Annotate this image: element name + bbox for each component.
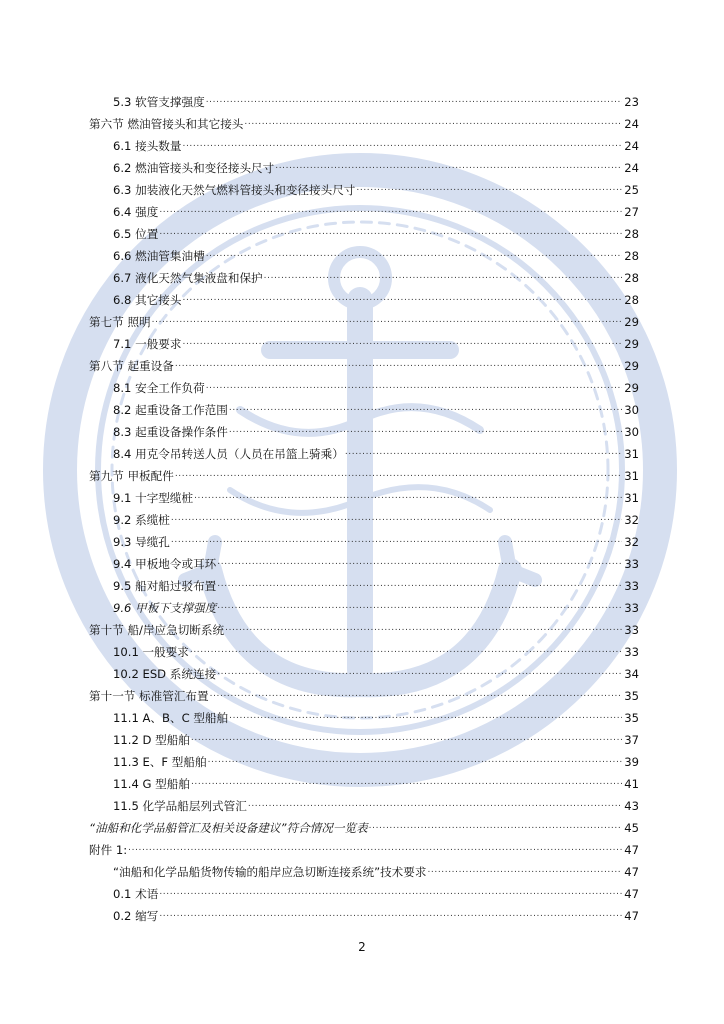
toc-entry-page: 33: [624, 579, 639, 593]
toc-leader-dots: [171, 513, 622, 528]
toc-leader-dots: [210, 689, 622, 704]
toc-leader-dots: [206, 95, 622, 110]
toc-entry-page: 25: [624, 183, 639, 197]
toc-entry-label: 第七节 照明: [89, 315, 151, 329]
toc-entry[interactable]: [89, 462, 639, 484]
toc-entry-label: 6.5 位置: [113, 227, 159, 241]
toc-entry[interactable]: [89, 352, 639, 374]
toc-entry-label: 8.1 安全工作负荷: [113, 381, 205, 395]
toc-leader-dots: [225, 623, 622, 638]
toc-entry-label: 9.5 船对船过驳布置: [113, 579, 217, 593]
toc-entry-label: 6.3 加装液化天然气燃料管接头和变径接头尺寸: [113, 183, 356, 197]
toc-entry[interactable]: [89, 682, 639, 704]
toc-entry-label: 7.1 一般要求: [113, 337, 182, 351]
toc-entry-page: 29: [624, 359, 639, 373]
toc-leader-dots: [206, 249, 622, 264]
toc-leader-dots: [345, 447, 622, 462]
toc-entry-page: 23: [624, 95, 639, 109]
toc-entry-page: 31: [624, 469, 639, 483]
toc-entry[interactable]: [113, 528, 639, 550]
toc-entry-label: 9.4 甲板地令或耳环: [113, 557, 217, 571]
toc-entry[interactable]: [113, 572, 639, 594]
toc-entry-page: 33: [624, 623, 639, 637]
toc-entry[interactable]: [89, 110, 639, 132]
toc-entry-page: 47: [624, 865, 639, 879]
toc-entry[interactable]: [113, 748, 639, 770]
toc-entry-label: 第九节 甲板配件: [89, 469, 174, 483]
toc-entry-page: 29: [624, 381, 639, 395]
toc-entry[interactable]: [113, 176, 639, 198]
toc-entry[interactable]: [113, 330, 639, 352]
toc-leader-dots: [264, 271, 622, 286]
toc-entry-label: 8.2 起重设备工作范围: [113, 403, 228, 417]
toc-entry[interactable]: [89, 308, 639, 330]
toc-entry-page: 43: [624, 799, 639, 813]
toc-entry[interactable]: [113, 154, 639, 176]
toc-entry[interactable]: [113, 880, 639, 902]
toc-entry-label: 11.3 E、F 型船舶: [113, 755, 207, 769]
toc-entry-label: 9.3 导缆孔: [113, 535, 170, 549]
toc-entry-label: 6.7 液化天然气集液盘和保护: [113, 271, 263, 285]
toc-leader-dots: [248, 799, 622, 814]
toc-leader-dots: [275, 161, 622, 176]
toc-leader-dots: [128, 843, 622, 858]
toc-entry-page: 28: [624, 293, 639, 307]
toc-entry-label: 5.3 软管支撑强度: [113, 95, 205, 109]
toc-entry[interactable]: [113, 374, 639, 396]
toc-entry-page: 28: [624, 227, 639, 241]
toc-entry[interactable]: [113, 132, 639, 154]
toc-entry-label: 第十一节 标准管汇布置: [89, 689, 209, 703]
toc-entry[interactable]: [113, 242, 639, 264]
toc-entry[interactable]: [113, 396, 639, 418]
toc-leader-dots: [171, 535, 622, 550]
toc-entry-label: 6.4 强度: [113, 205, 159, 219]
toc-entry-label: 9.2 系缆桩: [113, 513, 170, 527]
toc-entry-page: 32: [624, 535, 639, 549]
toc-entry-page: 28: [624, 271, 639, 285]
toc-leader-dots: [229, 711, 622, 726]
toc-entry[interactable]: [113, 594, 639, 616]
toc-leader-dots: [183, 293, 623, 308]
toc-entry-label: “油船和化学品船货物传输的船岸应急切断连接系统”技术要求: [113, 865, 427, 879]
toc-entry-page: 47: [624, 843, 639, 857]
toc-entry[interactable]: [113, 792, 639, 814]
toc-entry[interactable]: [113, 264, 639, 286]
toc-leader-dots: [159, 887, 622, 902]
toc-leader-dots: [190, 645, 622, 660]
toc-leader-dots: [229, 403, 622, 418]
toc-leader-dots: [217, 667, 622, 682]
toc-entry-page: 34: [624, 667, 639, 681]
toc-entry[interactable]: [113, 88, 639, 110]
toc-entry-label: 附件 1:: [89, 843, 128, 857]
toc-leader-dots: [175, 469, 622, 484]
toc-entry[interactable]: [113, 506, 639, 528]
toc-entry[interactable]: [113, 858, 639, 880]
toc-entry-label: 6.1 接头数量: [113, 139, 182, 153]
toc-entry-label: 11.5 化学品船层列式管汇: [113, 799, 247, 813]
toc-entry-label: 6.8 其它接头: [113, 293, 182, 307]
toc-entry-label: 9.6 甲板下支撑强度: [113, 601, 217, 615]
toc-leader-dots: [159, 909, 622, 924]
toc-entry-label: 9.1 十字型缆桩: [113, 491, 194, 505]
toc-entry-label: 10.1 一般要求: [113, 645, 189, 659]
toc-entry-page: 33: [624, 557, 639, 571]
toc-entry[interactable]: [89, 836, 639, 858]
toc-entry-page: 28: [624, 249, 639, 263]
toc-entry-label: 第十节 船/岸应急切断系统: [89, 623, 225, 637]
toc-entry-page: 32: [624, 513, 639, 527]
toc-entry[interactable]: [113, 660, 639, 682]
toc-leader-dots: [175, 359, 622, 374]
toc-leader-dots: [159, 227, 622, 242]
toc-entry-page: 27: [624, 205, 639, 219]
toc-leader-dots: [356, 183, 622, 198]
toc-entry-label: “油船和化学品船管汇及相关设备建议”符合情况一览表: [89, 821, 368, 835]
toc-entry-label: 11.4 G 型船舶: [113, 777, 190, 791]
toc-entry-page: 35: [624, 711, 639, 725]
toc-entry-page: 45: [624, 821, 639, 835]
toc-entry-page: 30: [624, 425, 639, 439]
toc-entry-label: 6.2 燃油管接头和变径接头尺寸: [113, 161, 275, 175]
toc-leader-dots: [159, 205, 622, 220]
toc-leader-dots: [152, 315, 622, 330]
page-number: 2: [358, 940, 366, 954]
toc-entry-page: 33: [624, 601, 639, 615]
toc-entry-page: 29: [624, 315, 639, 329]
toc-leader-dots: [191, 777, 622, 792]
toc-entry-page: 30: [624, 403, 639, 417]
toc-entry-label: 6.6 燃油管集油槽: [113, 249, 205, 263]
toc-entry-label: 0.2 缩写: [113, 909, 159, 923]
toc-entry[interactable]: [113, 902, 639, 924]
toc-entry-page: 24: [624, 161, 639, 175]
toc-leader-dots: [194, 491, 622, 506]
toc-entry[interactable]: [113, 220, 639, 242]
toc-entry-label: 8.4 用克令吊转送人员（人员在吊篮上骑乘）: [113, 447, 344, 461]
toc-leader-dots: [183, 337, 623, 352]
toc-entry-page: 39: [624, 755, 639, 769]
toc-entry[interactable]: [113, 418, 639, 440]
toc-leader-dots: [217, 557, 622, 572]
toc-entry[interactable]: [113, 286, 639, 308]
toc-entry-page: 31: [624, 447, 639, 461]
toc-leader-dots: [217, 579, 622, 594]
toc-leader-dots: [191, 733, 622, 748]
toc-leader-dots: [206, 381, 622, 396]
toc-entry-page: 31: [624, 491, 639, 505]
toc-entry[interactable]: [113, 484, 639, 506]
toc-entry-label: 11.2 D 型船舶: [113, 733, 190, 747]
toc-leader-dots: [229, 425, 622, 440]
toc-entry-label: 8.3 起重设备操作条件: [113, 425, 228, 439]
toc-leader-dots: [427, 865, 622, 880]
toc-entry-label: 第八节 起重设备: [89, 359, 174, 373]
toc-entry-label: 0.1 术语: [113, 887, 159, 901]
toc-entry-page: 33: [624, 645, 639, 659]
toc-leader-dots: [208, 755, 622, 770]
toc-entry[interactable]: [113, 198, 639, 220]
toc-entry-page: 29: [624, 337, 639, 351]
toc-entry-page: 47: [624, 909, 639, 923]
toc-entry-page: 41: [624, 777, 639, 791]
toc-entry[interactable]: [113, 550, 639, 572]
toc-entry-page: 47: [624, 887, 639, 901]
toc-entry-page: 24: [624, 139, 639, 153]
toc-leader-dots: [183, 139, 623, 154]
toc-entry[interactable]: [89, 616, 639, 638]
toc-entry-label: 第六节 燃油管接头和其它接头: [89, 117, 244, 131]
toc-entry-page: 24: [624, 117, 639, 131]
toc-entry-page: 35: [624, 689, 639, 703]
toc-entry-label: 11.1 A、B、C 型船舶: [113, 711, 229, 725]
toc-leader-dots: [244, 117, 622, 132]
toc-entry[interactable]: [113, 726, 639, 748]
toc-entry-page: 37: [624, 733, 639, 747]
toc-entry[interactable]: [113, 638, 639, 660]
toc-entry[interactable]: [113, 770, 639, 792]
toc-entry-label: 10.2 ESD 系统连接: [113, 667, 217, 681]
toc-entry[interactable]: [113, 440, 639, 462]
toc-leader-dots: [369, 821, 622, 836]
toc-leader-dots: [217, 601, 622, 616]
toc-entry[interactable]: [113, 704, 639, 726]
toc-entry[interactable]: [89, 814, 639, 836]
